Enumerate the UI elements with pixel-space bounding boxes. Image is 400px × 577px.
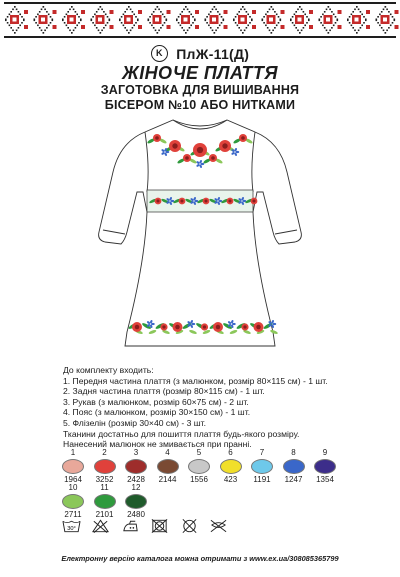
- thread-number: 7: [259, 448, 265, 457]
- ornament-pattern: [4, 2, 399, 38]
- thread-code: 2480: [127, 510, 145, 519]
- thread-code: 2101: [95, 510, 114, 519]
- thread-code: 2428: [127, 475, 145, 484]
- thread-swatch: [216, 448, 246, 484]
- thread-number: 10: [68, 483, 78, 492]
- thread-code: 1191: [253, 475, 271, 484]
- thread-number: 5: [196, 448, 202, 457]
- no-wring-icon: [209, 518, 228, 534]
- thread-swatch: [121, 448, 151, 484]
- kit-contents: [63, 365, 393, 450]
- kit-heading: До комплекту входить:: [63, 365, 154, 375]
- thread-color-swatch: [94, 459, 116, 474]
- thread-number: 8: [291, 448, 296, 457]
- thread-color-swatch: [157, 459, 179, 474]
- no-bleach-icon: [91, 518, 110, 534]
- thread-swatch: [90, 448, 120, 484]
- brand-logo: K: [151, 45, 168, 62]
- svg-text:30°: 30°: [67, 525, 76, 532]
- chest-embroidery: [147, 134, 254, 168]
- thread-swatch: [90, 483, 120, 519]
- thread-color-swatch: [283, 459, 305, 474]
- thread-color-swatch: [188, 459, 210, 474]
- header-code-row: [0, 45, 400, 63]
- thread-swatch: [121, 483, 151, 519]
- thread-code: 1556: [190, 475, 208, 484]
- care-symbols: [62, 517, 362, 547]
- iron-icon: [121, 518, 140, 534]
- thread-number: 4: [165, 448, 170, 457]
- thread-number: 2: [102, 448, 107, 457]
- kit-note-wash: Нанесений малюнок не змивається при пранні.: [63, 439, 252, 450]
- thread-swatch: [153, 448, 183, 484]
- thread-swatch: [247, 448, 277, 484]
- thread-swatch: [310, 448, 340, 484]
- subtitle-line-1: ЗАГОТОВКА ДЛЯ ВИШИВАННЯ: [100, 83, 300, 97]
- thread-number: 3: [133, 448, 139, 457]
- thread-code: 2144: [158, 475, 177, 484]
- thread-swatch: [184, 448, 214, 484]
- thread-color-swatch: [125, 459, 147, 474]
- subtitle-line-2: БІСЕРОМ №10 АБО НИТКАМИ: [104, 98, 296, 112]
- thread-swatch: [279, 448, 309, 484]
- kit-item: 3. Рукав (з малюнком, розмір 60×75 см) - 2 шт.: [63, 396, 249, 407]
- no-tumble-dry-icon: [150, 518, 169, 534]
- thread-code: 1964: [64, 475, 82, 484]
- no-dry-clean-icon: [180, 518, 199, 534]
- thread-code: 2711: [64, 510, 82, 519]
- catalog-footer: Електронну версію каталога можна отримати з www.ex.ua/308085365799: [61, 554, 339, 563]
- thread-code: 1247: [284, 475, 303, 484]
- thread-color-swatch: [314, 459, 336, 474]
- page-title: ЖІНОЧЕ ПЛАТТЯ: [122, 63, 278, 83]
- thread-color-swatch: [62, 494, 84, 509]
- thread-color-swatch: [94, 494, 116, 509]
- thread-code: 423: [223, 475, 238, 484]
- thread-code: 1354: [316, 475, 334, 484]
- thread-number: 6: [228, 448, 233, 457]
- thread-code: 3252: [95, 475, 114, 484]
- thread-color-swatch: [251, 459, 273, 474]
- thread-number: 9: [322, 448, 328, 457]
- thread-color-swatch: [62, 459, 84, 474]
- kit-item: 4. Пояс (з малюнком, розмір 30×150 см) - 1 шт.: [63, 407, 251, 418]
- thread-color-swatch: [220, 459, 242, 474]
- product-code: ПлЖ-11(Д): [176, 45, 250, 62]
- thread-color-swatch: [125, 494, 147, 509]
- wash-30-icon: [62, 518, 81, 534]
- kit-item: 5. Флізелін (розмір 30×40 см) - 3 шт.: [63, 417, 207, 428]
- thread-number: 1: [70, 448, 76, 457]
- thread-number: 11: [100, 483, 109, 492]
- thread-swatch: [58, 448, 88, 484]
- kit-item: 2. Задня частина плаття (розмір 80×115 см) - 1 шт.: [63, 386, 265, 397]
- dress-illustration: [95, 112, 305, 352]
- hem-embroidery: [128, 320, 278, 335]
- kit-note-fabric: Тканини достатньо для пошиття плаття будь-якого розміру.: [63, 428, 300, 439]
- top-ornament-border: [0, 0, 400, 42]
- kit-item: 1. Передня частина плаття (з малюнком, розмір 80×115 см) - 1 шт.: [63, 375, 328, 386]
- thread-number: 12: [131, 483, 141, 492]
- thread-swatch: [58, 483, 88, 519]
